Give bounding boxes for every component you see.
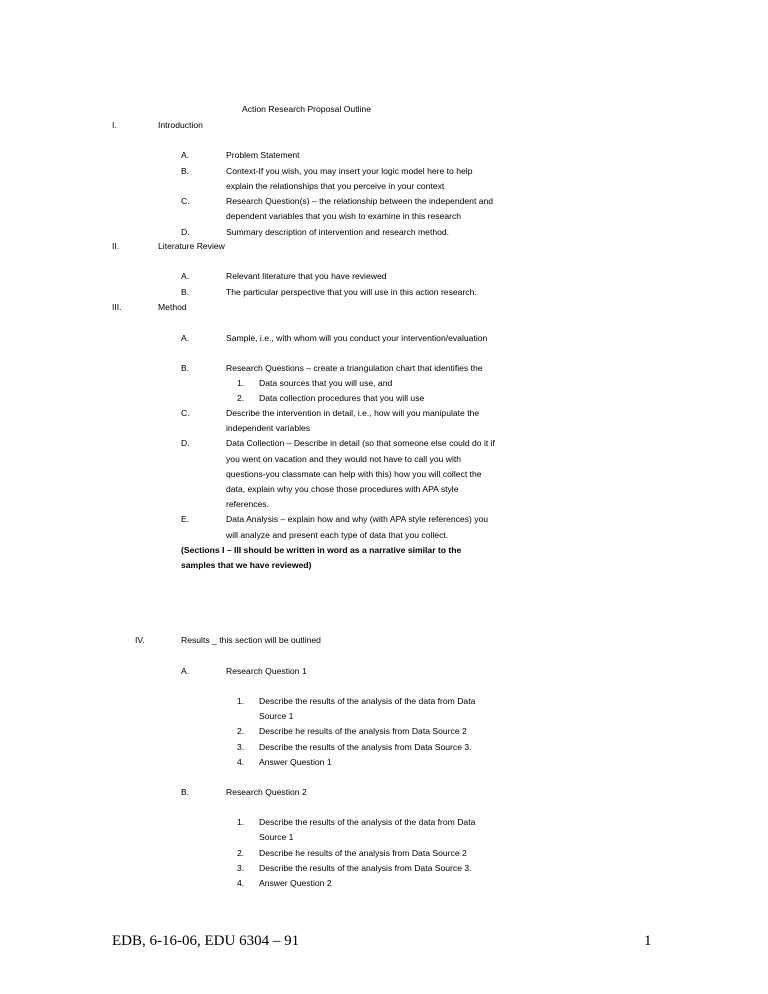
sub-item-number: 1. — [237, 696, 245, 706]
item-text: explain the relationships that you perceive in your context — [226, 181, 445, 191]
item-text: will analyze and present each type of data that you collect. — [226, 530, 449, 540]
sub-item-text: Describe he results of the analysis from Data Source 2 — [259, 848, 467, 858]
item-text: Context-If you wish, you may insert your logic model here to help — [226, 166, 473, 176]
sections-note: (Sections I – III should be written in word as a narrative similar to the — [181, 545, 462, 555]
item-text: Relevant literature that you have reviewed — [226, 271, 387, 281]
item-letter: D. — [181, 227, 190, 237]
page-number: 1 — [644, 933, 652, 949]
section-numeral: IV. — [135, 635, 145, 645]
item-text: Research Question(s) – the relationship between the independent and — [226, 196, 494, 206]
section-heading-method: Method — [158, 302, 187, 312]
item-text: Data Collection – Describe in detail (so that someone else could do it if — [226, 438, 495, 448]
document-title: Action Research Proposal Outline — [242, 104, 371, 114]
item-text: Sample, i.e., with whom will you conduct your intervention/evaluation — [226, 333, 488, 343]
sub-item-number: 1. — [237, 817, 245, 827]
sub-item-number: 1. — [237, 378, 245, 388]
sub-item-text: Describe he results of the analysis from Data Source 2 — [259, 726, 467, 736]
footer-text: EDB, 6-16-06, EDU 6304 – 91 — [112, 933, 300, 949]
item-text: Problem Statement — [226, 150, 300, 160]
item-letter: A. — [181, 150, 190, 160]
item-letter: A. — [181, 271, 190, 281]
item-text: The particular perspective that you will use in this action research. — [226, 287, 477, 297]
sub-item-text: Source 1 — [259, 711, 294, 721]
item-text: Summary description of intervention and research method. — [226, 227, 450, 237]
section-heading-introduction: Introduction — [158, 120, 203, 130]
sub-item-text: Answer Question 2 — [259, 878, 332, 888]
item-letter: E. — [181, 514, 190, 524]
sub-item-text: Describe the results of the analysis from Data Source 3. — [259, 742, 472, 752]
sub-item-text: Data collection procedures that you will use — [259, 393, 425, 403]
sub-item-number: 3. — [237, 742, 245, 752]
item-letter: D. — [181, 438, 190, 448]
sub-item-text: Describe the results of the analysis of the data from Data — [259, 696, 476, 706]
sub-item-number: 3. — [237, 863, 245, 873]
section-heading-results: Results _ this section will be outlined — [181, 635, 321, 645]
sub-item-text: Describe the results of the analysis from Data Source 3. — [259, 863, 472, 873]
sub-item-number: 4. — [237, 878, 245, 888]
item-letter: A. — [181, 666, 190, 676]
sub-item-number: 2. — [237, 726, 245, 736]
item-letter: C. — [181, 196, 190, 206]
sections-note: samples that we have reviewed) — [181, 560, 312, 570]
sub-item-text: Describe the results of the analysis of the data from Data — [259, 817, 476, 827]
section-numeral: II. — [112, 241, 120, 251]
section-numeral: I. — [112, 120, 117, 130]
section-numeral: III. — [112, 302, 122, 312]
item-text: Describe the intervention in detail, i.e., how will you manipulate the — [226, 408, 480, 418]
item-text: questions-you classmate can help with this) how you will collect the — [226, 469, 482, 479]
item-text: you went on vacation and they would not have to call you with — [226, 454, 462, 464]
sub-item-text: Source 1 — [259, 832, 294, 842]
sub-item-number: 4. — [237, 757, 245, 767]
item-letter: B. — [181, 363, 190, 373]
item-letter: B. — [181, 787, 190, 797]
item-heading: Research Question 2 — [226, 787, 307, 797]
item-text: independent variables — [226, 423, 311, 433]
item-text: dependent variables that you wish to examine in this research — [226, 211, 462, 221]
sub-item-number: 2. — [237, 848, 245, 858]
item-letter: A. — [181, 333, 190, 343]
item-text: Data Analysis – explain how and why (with APA style references) you — [226, 514, 489, 524]
item-heading: Research Question 1 — [226, 666, 307, 676]
sub-item-number: 2. — [237, 393, 245, 403]
item-text: references. — [226, 499, 269, 509]
item-letter: B. — [181, 287, 190, 297]
item-letter: B. — [181, 166, 190, 176]
sub-item-text: Data sources that you will use, and — [259, 378, 393, 388]
item-letter: C. — [181, 408, 190, 418]
sub-item-text: Answer Question 1 — [259, 757, 332, 767]
item-text: data, explain why you chose those procedures with APA style — [226, 484, 459, 494]
section-heading-literature-review: Literature Review — [158, 241, 225, 251]
item-text: Research Questions – create a triangulation chart that identifies the — [226, 363, 483, 373]
